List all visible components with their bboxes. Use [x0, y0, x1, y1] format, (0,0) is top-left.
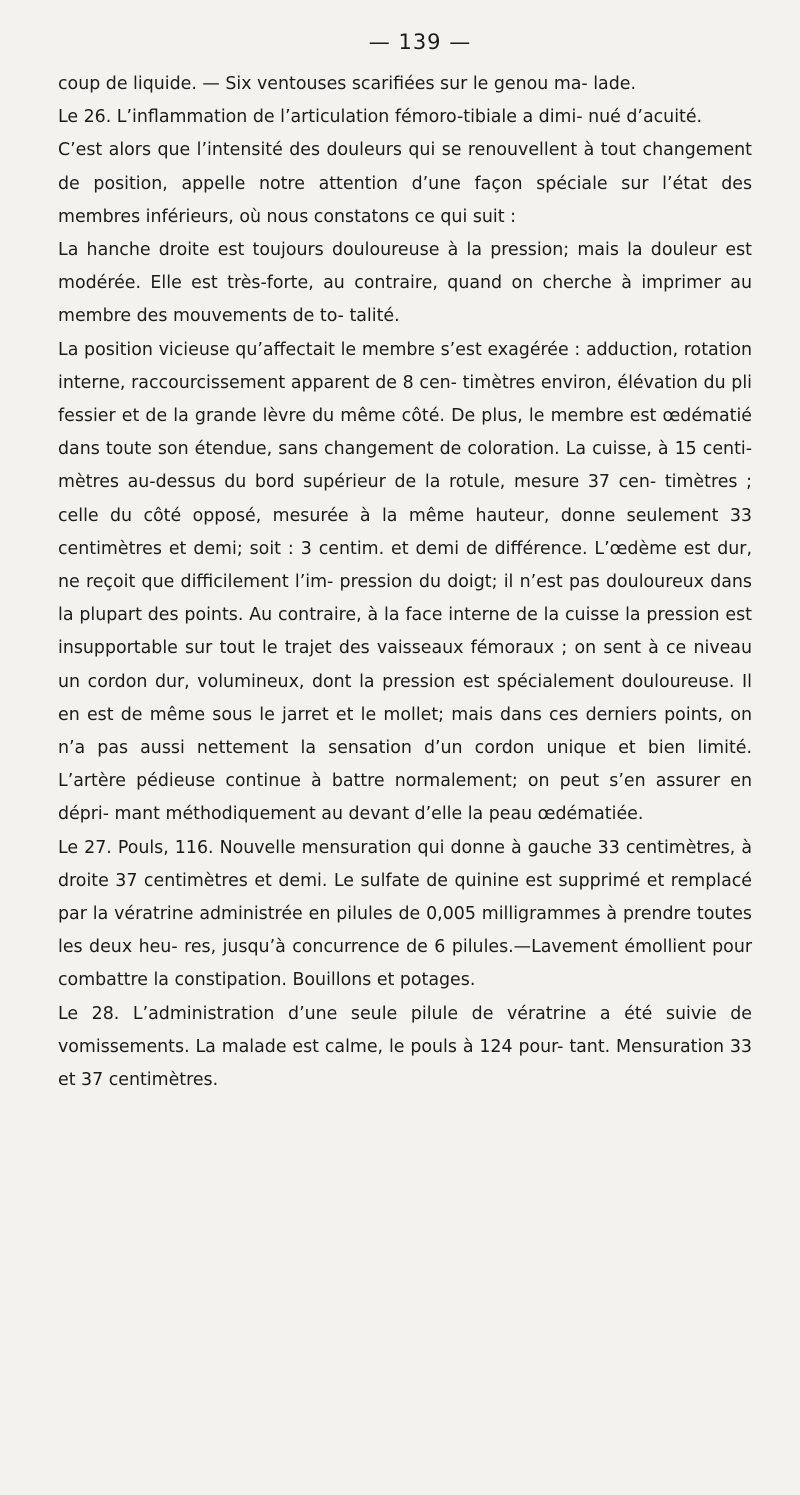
paragraph-6: Le 27. Pouls, 116. Nouvelle mensuration qui donne à gauche 33 centimètres, à droite 37 centimètres et demi. Le sulfate de quinine est supprimé et remplacé par la vératrine administrée en pilules de 0,005 milligrammes à prendre toutes les deux heu- res, jusqu’à concurrence de 6 pilules.—Lavement émollient pour combattre la constipation. Bouillons et potages.: [58, 837, 752, 991]
paragraph-3: C’est alors que l’intensité des douleurs qui se renouvellent à tout changement de position, appelle notre attention d’une façon spéciale sur l’état des membres inférieurs, où nous constatons ce qui suit :: [58, 140, 752, 227]
paragraph-1: coup de liquide. — Six ventouses scarifiées sur le genou ma- lade.: [58, 74, 636, 94]
paragraph-4: La hanche droite est toujours douloureuse à la pression; mais la douleur est modérée. Elle est très-forte, au contraire, quand on cherche à imprimer au membre des mouvements de to- talité.: [58, 240, 752, 327]
paragraph-5: La position vicieuse qu’affectait le membre s’est exagérée : adduction, rotation interne, raccourcissement apparent de 8 cen- timètres environ, élévation du pli fessier et de la grande lèvre du même côté. De plus, le membre est œdématié dans toute son étendue, sans changement de coloration. La cuisse, à 15 centi- mètres au-dessus du bord supérieur de la rotule, mesure 37 cen- timètres ; celle du côté opposé, mesurée à la même hauteur, donne seulement 33 centimètres et demi; soit : 3 centim. et demi de différence. L’œdème est dur, ne reçoit que difficilement l’im- pression du doigt; il n’est pas douloureux dans la plupart des points. Au contraire, à la face interne de la cuisse la pression est insupportable sur tout le trajet des vaisseaux fémoraux ; on sent à ce niveau un cordon dur, volumineux, dont la pression est spécialement douloureuse. Il en est de même sous le jarret et le mollet; mais dans ces derniers points, on n’a pas aussi nettement la sensation d’un cordon unique et bien limité. L’artère pédieuse continue à battre normalement; on peut s’en assurer en dépri- mant méthodiquement au devant d’elle la peau œdématiée.: [58, 339, 752, 825]
paragraph-7: Le 28. L’administration d’une seule pilule de vératrine a été suivie de vomissements. La malade est calme, le pouls à 124 pour- tant. Mensuration 33 et 37 centimètres.: [58, 1003, 752, 1091]
page-number: — 139 —: [368, 30, 472, 54]
paragraph-2: Le 26. L’inflammation de l’articulation fémoro-tibiale a dimi- nué d’acuité.: [58, 107, 703, 128]
body-text: [58, 68, 752, 1097]
